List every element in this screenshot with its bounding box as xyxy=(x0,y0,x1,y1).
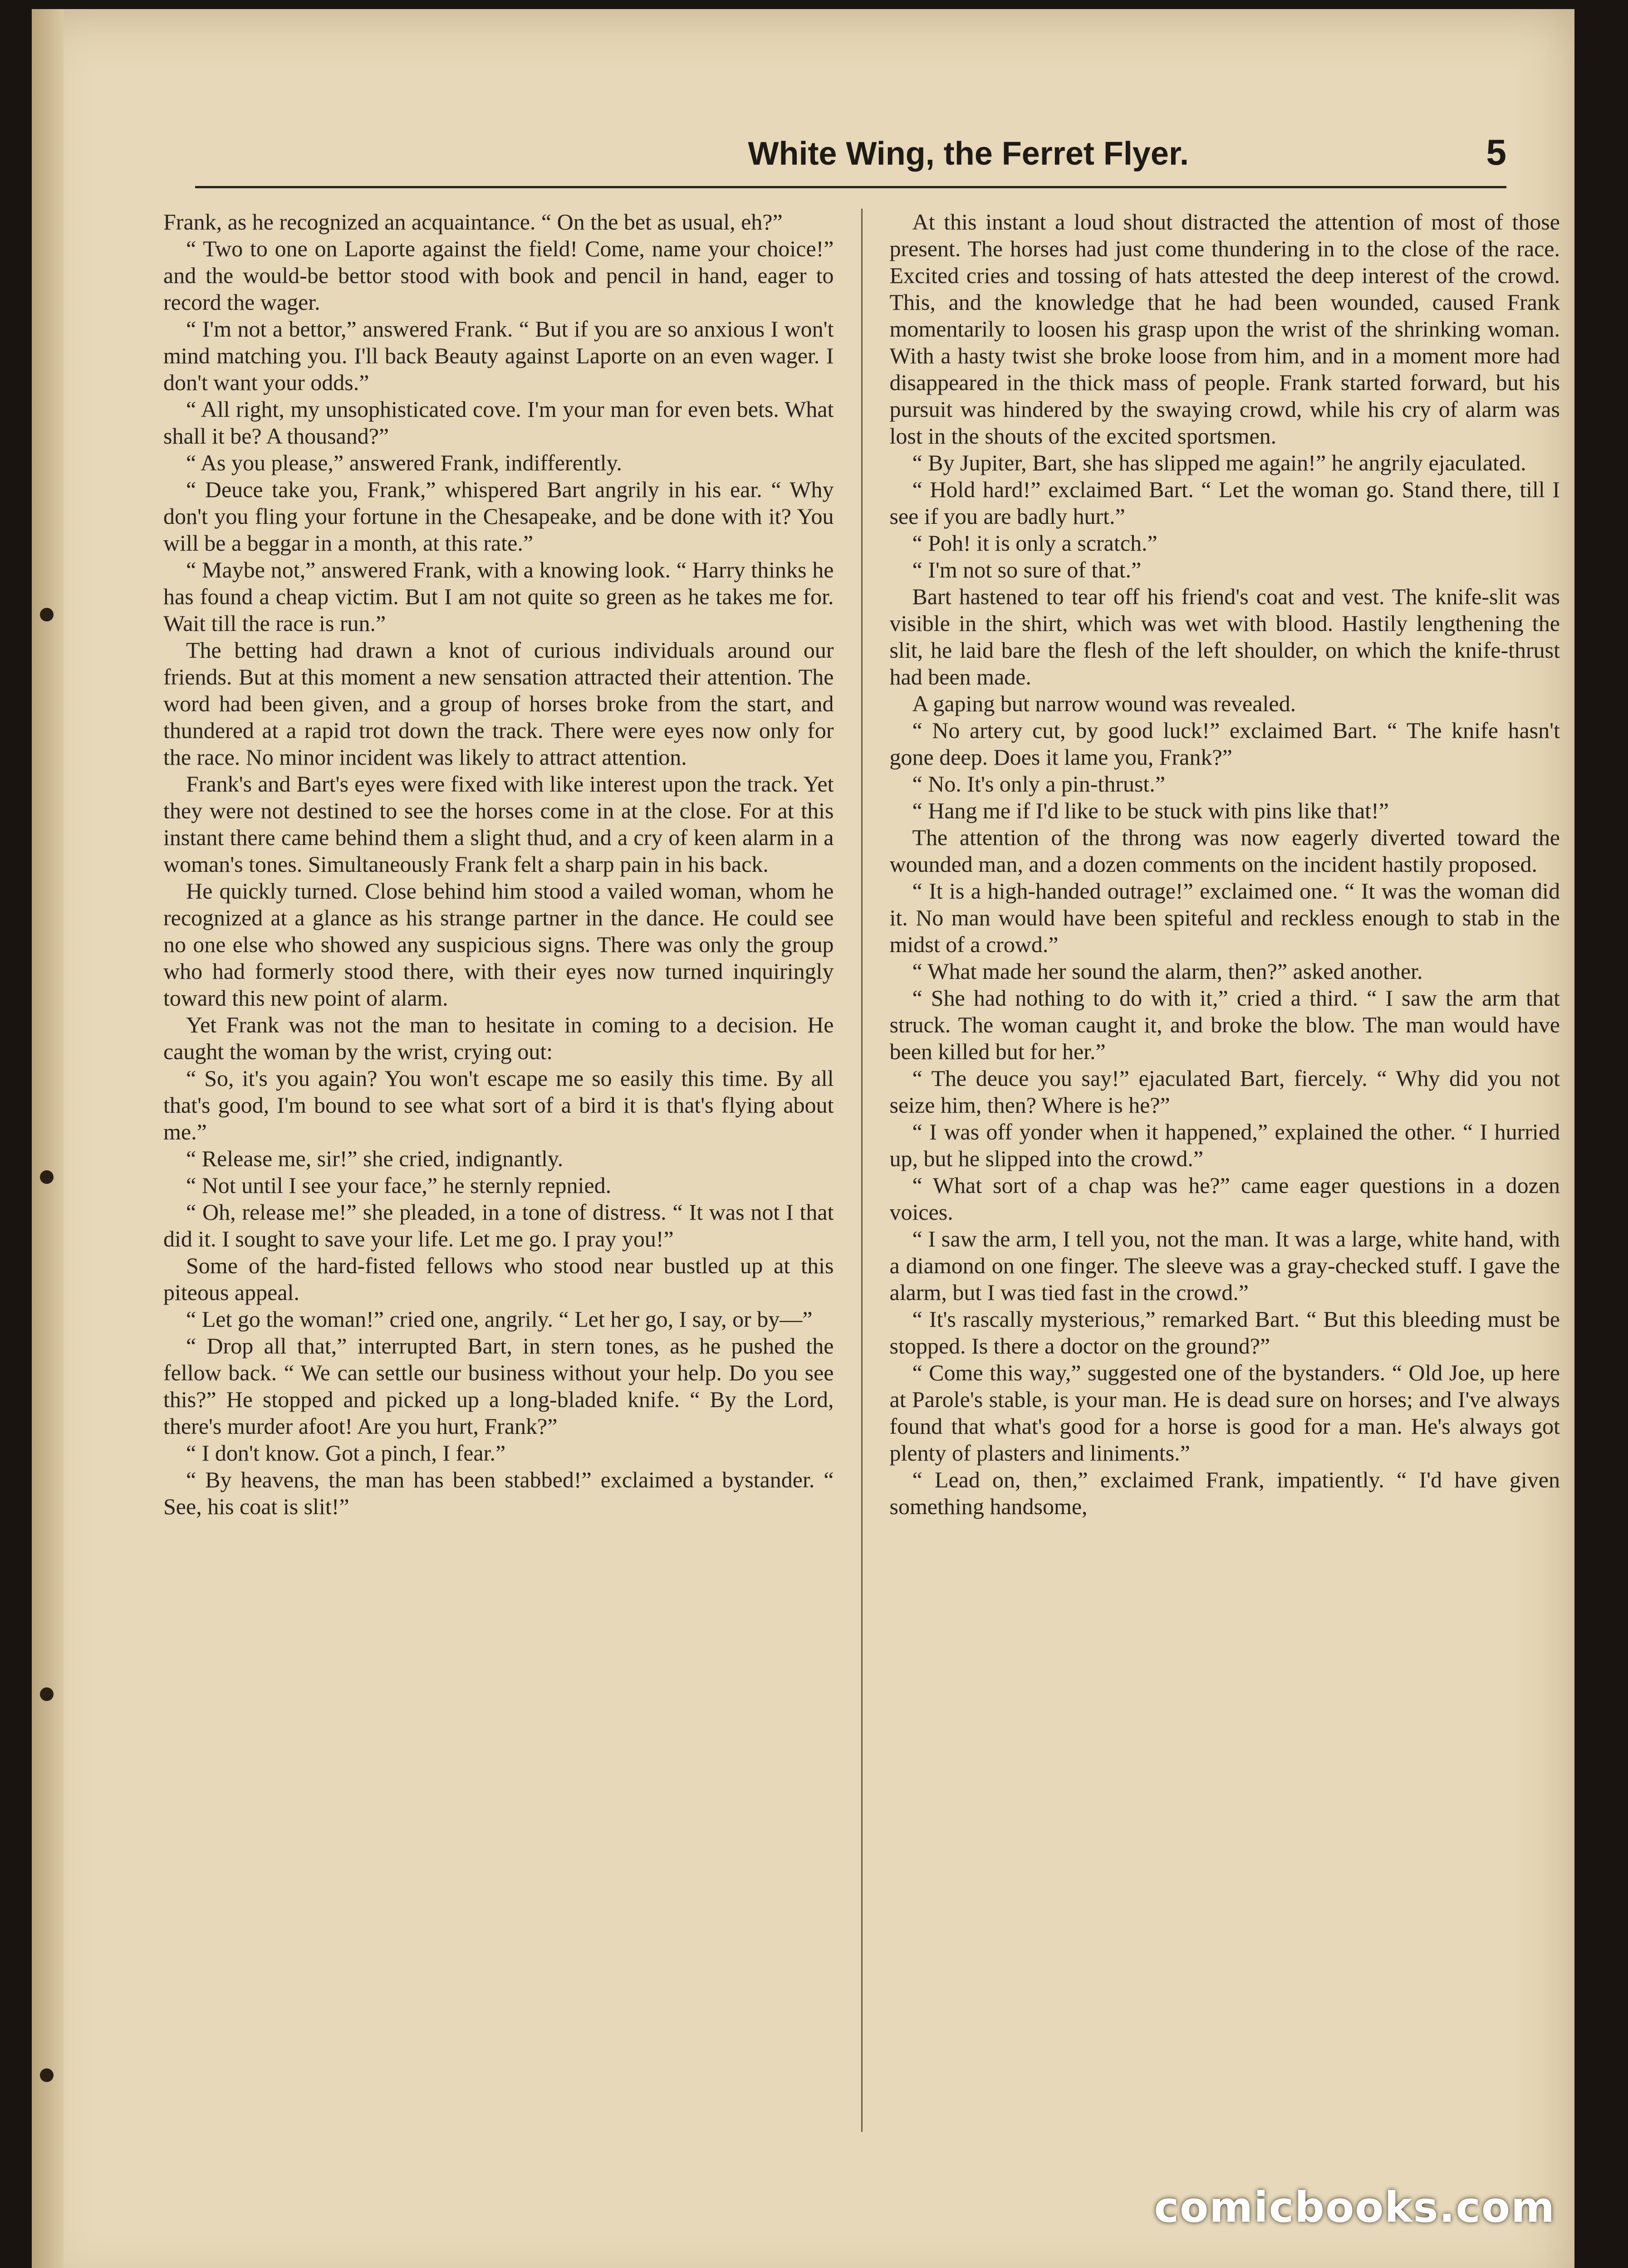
paragraph: Frank, as he recognized an acquaintance. “ On the bet as usual, eh?” xyxy=(163,209,783,235)
paragraph: “ By heavens, the man has been stabbed!” exclaimed a bystander. “ See, his coat is slit!” xyxy=(163,1467,834,1519)
paragraph: “ Poh! it is only a scratch.” xyxy=(912,530,1157,556)
left-column xyxy=(163,209,834,2132)
binding-hole xyxy=(40,2068,54,2082)
paragraph: He quickly turned. Close behind him stood a vailed woman, whom he recognized at a glance as his strange partner in the dance. He could see no one else who showed any suspicious signs. There was only the group who had formerly stood there, with their eyes now turned inquiringly toward this new point of alarm. xyxy=(163,878,834,1011)
paragraph: “ Release me, sir!” she cried, indignantly. xyxy=(186,1146,564,1171)
paragraph: “ No. It's only a pin-thrust.” xyxy=(912,771,1166,797)
paragraph: “ Two to one on Laporte against the field! Come, name your choice!” and the would-be bettor stood with book and pencil in hand, eager to record the wager. xyxy=(163,236,834,315)
text-columns xyxy=(163,209,1560,2132)
paragraph: Yet Frank was not the man to hesitate in coming to a decision. He caught the woman by the wrist, crying out: xyxy=(163,1012,834,1064)
paragraph: “ As you please,” answered Frank, indifferently. xyxy=(186,450,622,475)
paragraph: “ By Jupiter, Bart, she has slipped me again!” he angrily ejaculated. xyxy=(912,450,1526,475)
column-divider xyxy=(861,209,863,2132)
binding-hole xyxy=(40,1687,54,1701)
paragraph: “ Drop all that,” interrupted Bart, in stern tones, as he pushed the fellow back. “ We can settle our business without your help. Do you see this?” He stopped and picked up a long-bladed knife. “ By the Lord, there's murder afoot! Are you hurt, Frank?” xyxy=(163,1333,834,1439)
paragraph: “ Hang me if I'd like to be stuck with pins like that!” xyxy=(912,798,1389,823)
watermark-logo: comicbooks.com xyxy=(1154,2183,1555,2232)
paragraph: “ Come this way,” suggested one of the bystanders. “ Old Joe, up here at Parole's stable, is your man. He is dead sure on horses; and I've always found that what's good for a horse is good for a man. He's always got plenty of plasters and liniments.” xyxy=(889,1360,1560,1466)
paragraph: “ All right, my unsophisticated cove. I'm your man for even bets. What shall it be? A thousand?” xyxy=(163,396,834,449)
paragraph: “ Hold hard!” exclaimed Bart. “ Let the woman go. Stand there, till I see if you are badly hurt.” xyxy=(889,477,1560,529)
paragraph: “ I don't know. Got a pinch, I fear.” xyxy=(186,1440,506,1466)
paragraph: “ Let go the woman!” cried one, angrily. “ Let her go, I say, or by—” xyxy=(186,1306,813,1332)
paragraph: “ I saw the arm, I tell you, not the man. It was a large, white hand, with a diamond on one finger. The sleeve was a gray-checked stuff. I gave the alarm, but I was tied fast in the crowd.” xyxy=(889,1226,1560,1305)
right-column xyxy=(890,209,1560,2132)
page-header xyxy=(195,132,1506,188)
paragraph: “ I'm not so sure of that.” xyxy=(912,557,1142,582)
paragraph: Some of the hard-fisted fellows who stood near bustled up at this piteous appeal. xyxy=(163,1253,834,1305)
paragraph: “ No artery cut, by good luck!” exclaimed Bart. “ The knife hasn't gone deep. Does it lame you, Frank?” xyxy=(889,718,1560,770)
page-number: 5 xyxy=(1486,132,1506,172)
paragraph: “ I'm not a bettor,” answered Frank. “ But if you are so anxious I won't mind matching you. I'll back Beauty against Laporte on an even wager. I don't want your odds.” xyxy=(163,316,834,395)
paragraph: “ It is a high-handed outrage!” exclaimed one. “ It was the woman did it. No man would have been spiteful and reckless enough to stab in the midst of a crowd.” xyxy=(889,878,1560,957)
paragraph: “ What sort of a chap was he?” came eager questions in a dozen voices. xyxy=(889,1173,1560,1225)
paragraph: “ Oh, release me!” she pleaded, in a tone of distress. “ It was not I that did it. I sought to save your life. Let me go. I pray you!” xyxy=(163,1199,834,1251)
paragraph: A gaping but narrow wound was revealed. xyxy=(912,691,1296,716)
paragraph: “ Not until I see your face,” he sternly repnied. xyxy=(186,1173,612,1198)
paragraph: The betting had drawn a knot of curious individuals around our friends. But at this moment a new sensation attracted their attention. The word had been given, and a group of horses broke from the start, and thundered at a rapid trot down the track. There were eyes now only for the race. No minor incident was likely to attract attention. xyxy=(163,637,834,770)
paragraph: The attention of the throng was now eagerly diverted toward the wounded man, and a dozen comments on the incident hastily proposed. xyxy=(889,825,1560,877)
paragraph: “ So, it's you again? You won't escape me so easily this time. By all that's good, I'm bound to see what sort of a bird it is that's flying about me.” xyxy=(163,1066,834,1144)
paragraph: “ Lead on, then,” exclaimed Frank, impatiently. “ I'd have given something handsome, xyxy=(889,1467,1560,1519)
paragraph: Bart hastened to tear off his friend's coat and vest. The knife-slit was visible in the shirt, which was wet with blood. Hastily lengthening the slit, he laid bare the flesh of the left shoulder, on which the knife-thrust had been made. xyxy=(889,584,1560,689)
binding-hole xyxy=(40,1170,54,1184)
paragraph: “ Deuce take you, Frank,” whispered Bart angrily in his ear. “ Why don't you fling your fortune in the Chesapeake, and be done with it? You will be a beggar in a month, at this rate.” xyxy=(163,477,834,556)
paragraph: Frank's and Bart's eyes were fixed with like interest upon the track. Yet they were not destined to see the horses come in at the close. For at this instant there came behind them a slight thud, and a cry of keen alarm in a woman's tones. Simultaneously Frank felt a sharp pain in his back. xyxy=(163,771,834,877)
running-title: White Wing, the Ferret Flyer. xyxy=(748,136,1189,172)
paragraph: At this instant a loud shout distracted the attention of most of those present. The horses had just come thundering in to the close of the race. Excited cries and tossing of hats attested the deep interest of the crowd. This, and the knowledge that he had been wounded, caused Frank momentarily to loosen his grasp upon the wrist of the shrinking woman. With a hasty twist she broke loose from him, and in a moment more had disappeared in the thick mass of people. Frank started forward, but his pursuit was hindered by the swaying crowd, while his cry of alarm was lost in the shouts of the excited sportsmen. xyxy=(889,209,1560,449)
paragraph: “ Maybe not,” answered Frank, with a knowing look. “ Harry thinks he has found a cheap victim. But I am not quite so green as he takes me for. Wait till the race is run.” xyxy=(163,557,834,636)
paragraph: “ It's rascally mysterious,” remarked Bart. “ But this bleeding must be stopped. Is there a doctor on the ground?” xyxy=(889,1306,1560,1359)
binding-gutter xyxy=(32,9,64,2268)
binding-hole xyxy=(40,608,54,621)
paragraph: “ I was off yonder when it happened,” explained the other. “ I hurried up, but he slipped into the crowd.” xyxy=(889,1119,1560,1171)
paragraph: “ She had nothing to do with it,” cried a third. “ I saw the arm that struck. The woman caught it, and broke the blow. The man would have been killed but for her.” xyxy=(889,985,1560,1064)
paragraph: “ The deuce you say!” ejaculated Bart, fiercely. “ Why did you not seize him, then? Where is he?” xyxy=(889,1066,1560,1118)
paragraph: “ What made her sound the alarm, then?” asked another. xyxy=(912,958,1423,984)
